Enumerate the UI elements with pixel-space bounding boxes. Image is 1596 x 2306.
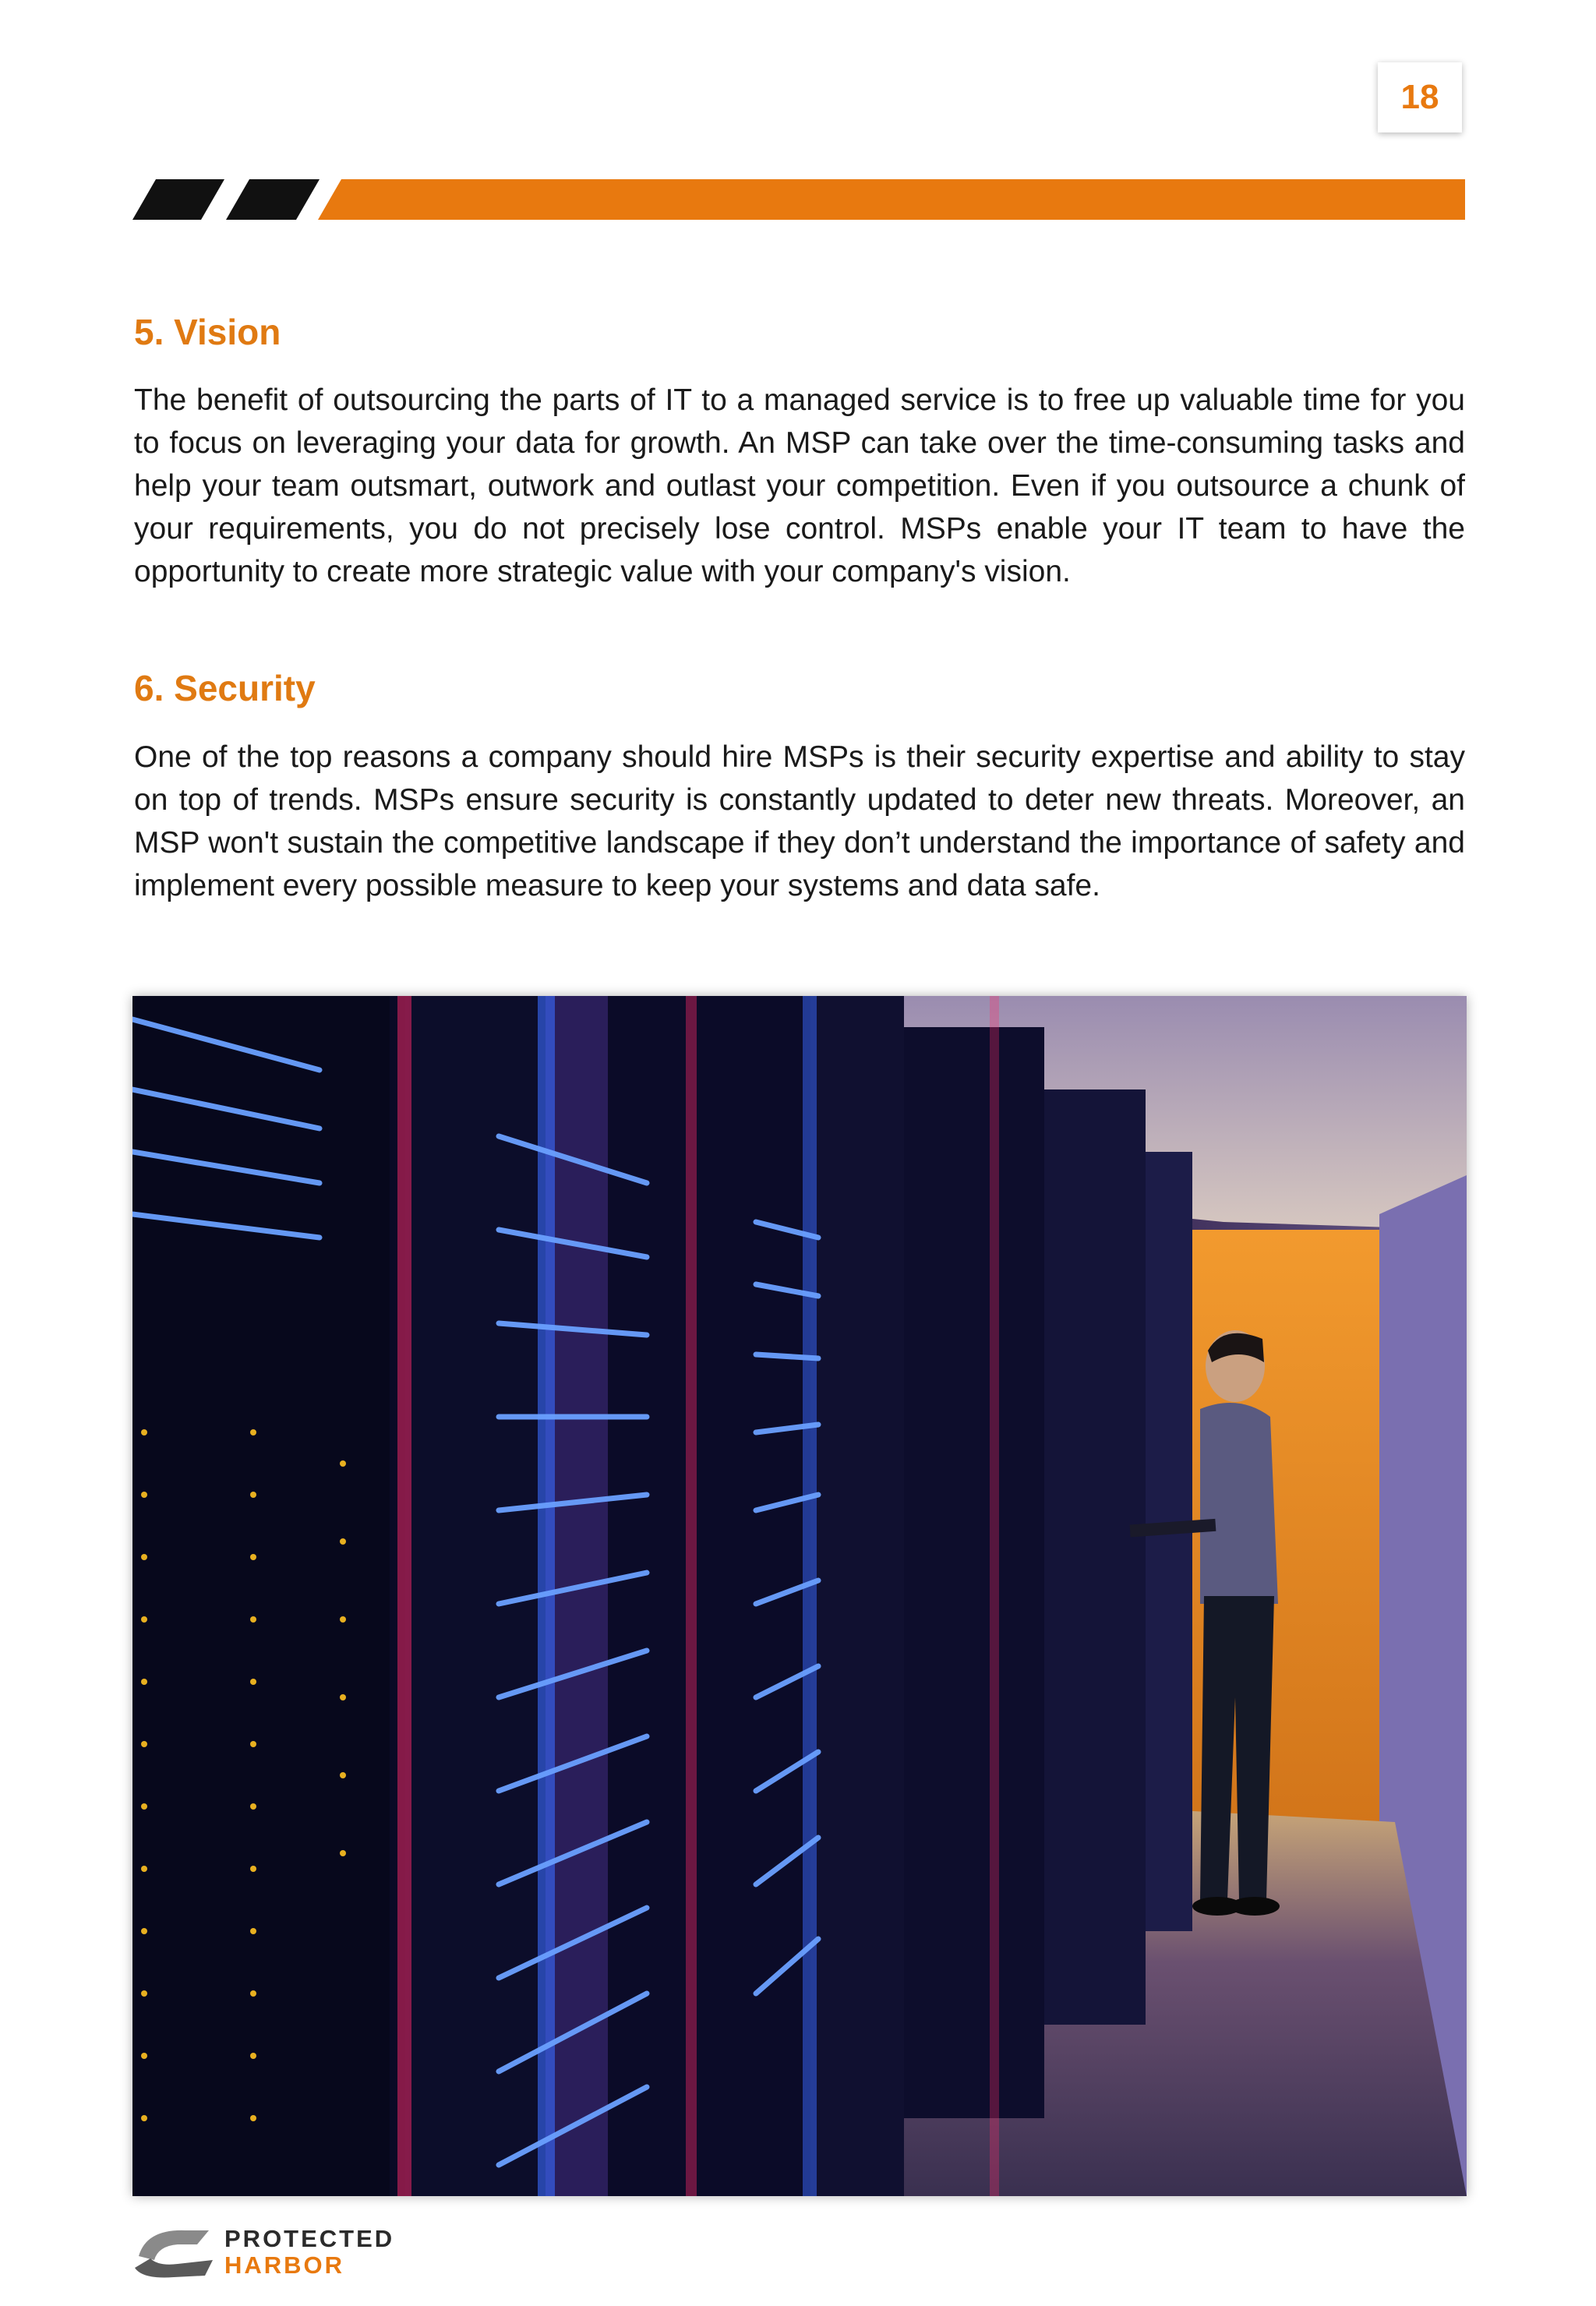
section-heading-vision: 5. Vision bbox=[134, 312, 281, 352]
header-band bbox=[132, 179, 1465, 220]
protected-harbor-logo bbox=[131, 2221, 396, 2283]
page-number: 18 bbox=[1378, 62, 1462, 132]
harbor-swirl-icon bbox=[131, 2221, 217, 2283]
datacenter-photo bbox=[132, 996, 1467, 2196]
logo-line-harbor: HARBOR bbox=[224, 2251, 345, 2279]
header-stripe-dark-1 bbox=[132, 179, 224, 220]
logo-line-protected: PROTECTED bbox=[224, 2225, 395, 2252]
header-stripe-orange bbox=[318, 179, 1465, 220]
header-stripe-dark-2 bbox=[226, 179, 320, 220]
section-body-vision: The benefit of outsourcing the parts of IT to a managed service is to free up valuable time for you to focus on leveraging your data for growth. An MSP can take over the time-consuming tasks and help your team outsmart, outwork and outlast your competition. Even if you outsource a chunk of your requirements, you do not precisely lose control. MSPs enable your IT team to have the opportunity to create more strategic value with your company's vision. bbox=[134, 383, 1465, 588]
section-body-security: One of the top reasons a company should hire MSPs is their security expertise and ability to stay on top of trends. MSPs ensure security is constantly updated to deter new threats. Moreover, an MSP won't sustain the competitive landscape if they don’t understand the importance of safety and implement every possible measure to keep your systems and data safe. bbox=[134, 740, 1465, 902]
section-heading-security: 6. Security bbox=[134, 668, 316, 708]
